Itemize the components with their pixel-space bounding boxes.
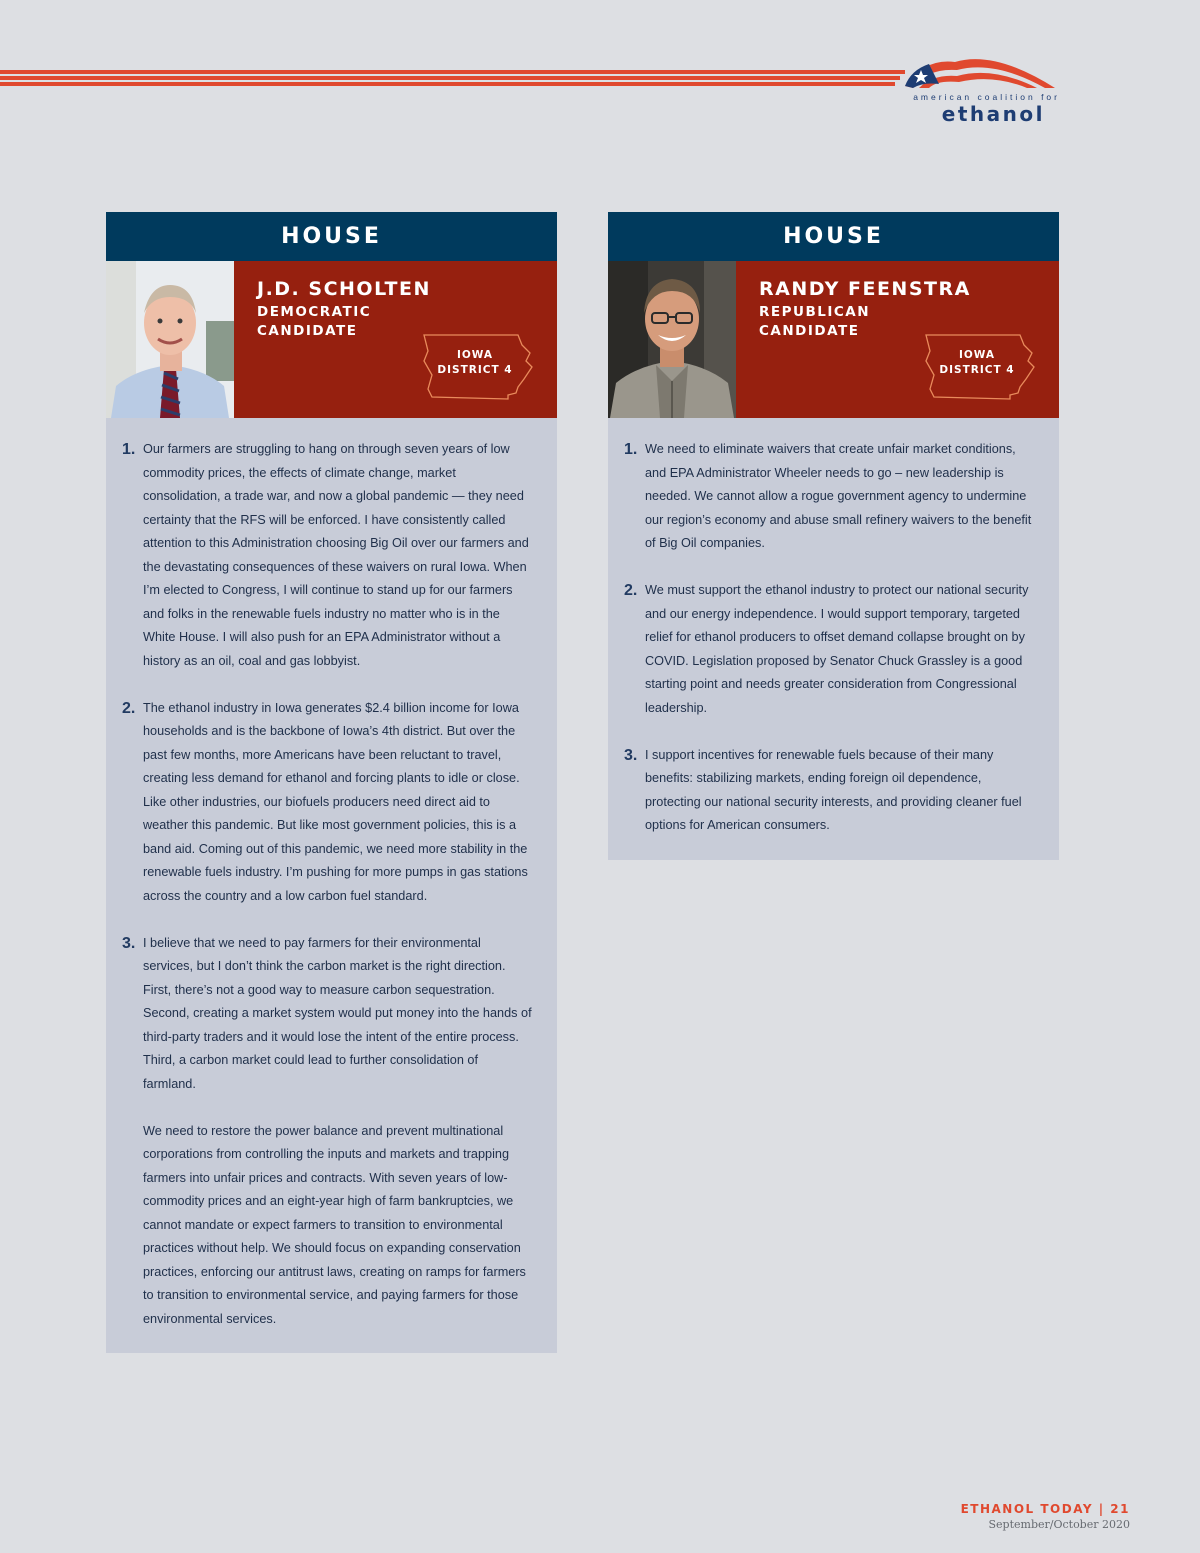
answer-number: 3. <box>122 934 136 952</box>
office-heading: HOUSE <box>106 212 557 261</box>
candidate-band <box>106 261 557 418</box>
office-heading: HOUSE <box>608 212 1059 261</box>
answer-text: We must support the ethanol industry to protect our national security and our energy independence. I would support temporary, targeted relief for ethanol producers to offset demand collapse brought on by COVID. Legislation proposed by Senator Chuck Grassley is a good starting point and needs greater consideration from Congressional leadership. <box>645 583 1029 715</box>
candidate-party: DEMOCRATIC CANDIDATE <box>257 304 372 339</box>
answers-panel <box>608 418 1059 860</box>
answer-number: 2. <box>624 582 638 599</box>
answer-item <box>624 579 1035 720</box>
answer-number: 1. <box>122 441 136 458</box>
answer-item <box>122 438 533 673</box>
stripe <box>0 76 900 80</box>
logo-tagline: american coalition for <box>913 92 1060 102</box>
publication-folio: ETHANOL TODAY | 21 <box>960 1502 1130 1516</box>
stripe <box>0 82 895 86</box>
answer-number: 2. <box>122 699 136 717</box>
answer-item <box>122 932 533 1332</box>
logo-wordmark: ethanol <box>941 102 1045 126</box>
answer-text: We need to restore the power balance and prevent multinational corporations from controlling the inputs and markets and trapping farmers into unfair prices and contracts. With seven years of low-commodity prices and an eight-year high of farm bankruptcies, we cannot mandate or expect farmers to transition to environmental practices without help. We should focus on expanding conservation practices, enforcing our antitrust laws, creating on ramps for farmers to transition to environmental service, and paying farmers for those environmental services. <box>143 1123 526 1326</box>
district-number: DISTRICT 4 <box>437 364 513 376</box>
issue-date: September/October 2020 <box>988 1518 1130 1531</box>
district-label <box>424 348 526 378</box>
answer-item <box>122 697 533 909</box>
answer-text: We need to eliminate waivers that create unfair market conditions, and EPA Administrator Wheeler needs to go – new leadership is needed. We cannot allow a rogue government agency to undermine our region’s economy and abuse small refinery waivers to the benefit of Big Oil companies. <box>645 442 1032 550</box>
candidate-photo <box>106 261 234 418</box>
flag-star-icon <box>895 48 1065 93</box>
answer-item <box>624 438 1035 556</box>
candidate-card-right <box>608 212 1059 860</box>
ethanol-coalition-logo <box>895 48 1065 128</box>
header-stripes <box>0 70 905 88</box>
candidate-photo <box>608 261 736 418</box>
district-state: IOWA <box>958 349 996 361</box>
stripe <box>0 70 905 74</box>
answer-text: Our farmers are struggling to hang on through seven years of low commodity prices, the effects of climate change, market consolidation, a trade war, and now a global pandemic — they need certainty that the RFS will be enforced. I have consistently called attention to this Administration choosing Big Oil over our farmers and the devastating consequences of these waivers on rural Iowa. When I’m elected to Congress, I will continue to stand up for our farmers and folks in the renewable fuels industry no matter who is in the White House. I will also push for an EPA Administrator without a history as an oil, coal and gas lobbyist. <box>143 442 529 668</box>
candidate-party: REPUBLICAN CANDIDATE <box>759 304 871 339</box>
answers-panel <box>106 418 557 1353</box>
district-state: IOWA <box>456 349 494 361</box>
district-label <box>926 348 1028 378</box>
district-number: DISTRICT 4 <box>939 364 1015 376</box>
answer-item <box>624 744 1035 838</box>
answer-text: I believe that we need to pay farmers for their environmental services, but I don’t think the carbon market is the right direction. First, there’s not a good way to measure carbon sequestration. Second, creating a market system would put money into the hands of third-party traders and it would lose the intent of the entire process. Third, a carbon market could lead to further consolidation of farmland. <box>143 935 532 1091</box>
candidate-band <box>608 261 1059 418</box>
answer-number: 1. <box>624 441 638 458</box>
candidate-name: J.D. SCHOLTEN <box>257 278 431 300</box>
answer-text: I support incentives for renewable fuels because of their many benefits: stabilizing markets, ending foreign oil dependence, protecting our national security interests, and providing cleaner fuel options for American consumers. <box>645 747 1022 832</box>
candidate-card-left <box>106 212 557 1353</box>
candidate-name: RANDY FEENSTRA <box>759 278 971 300</box>
answer-text: The ethanol industry in Iowa generates $2.4 billion income for Iowa households and is the backbone of Iowa’s 4th district. But over the past few months, more Americans have been reluctant to travel, creating less demand for ethanol and forcing plants to idle or close. Like other industries, our biofuels producers need direct aid to weather this pandemic. But like most government policies, this is a band aid. Coming out of this pandemic, we need more stability in the renewable fuels industry. I’m pushing for more pumps in gas stations across the country and a low carbon fuel standard. <box>143 700 528 903</box>
answer-number: 3. <box>624 746 638 764</box>
